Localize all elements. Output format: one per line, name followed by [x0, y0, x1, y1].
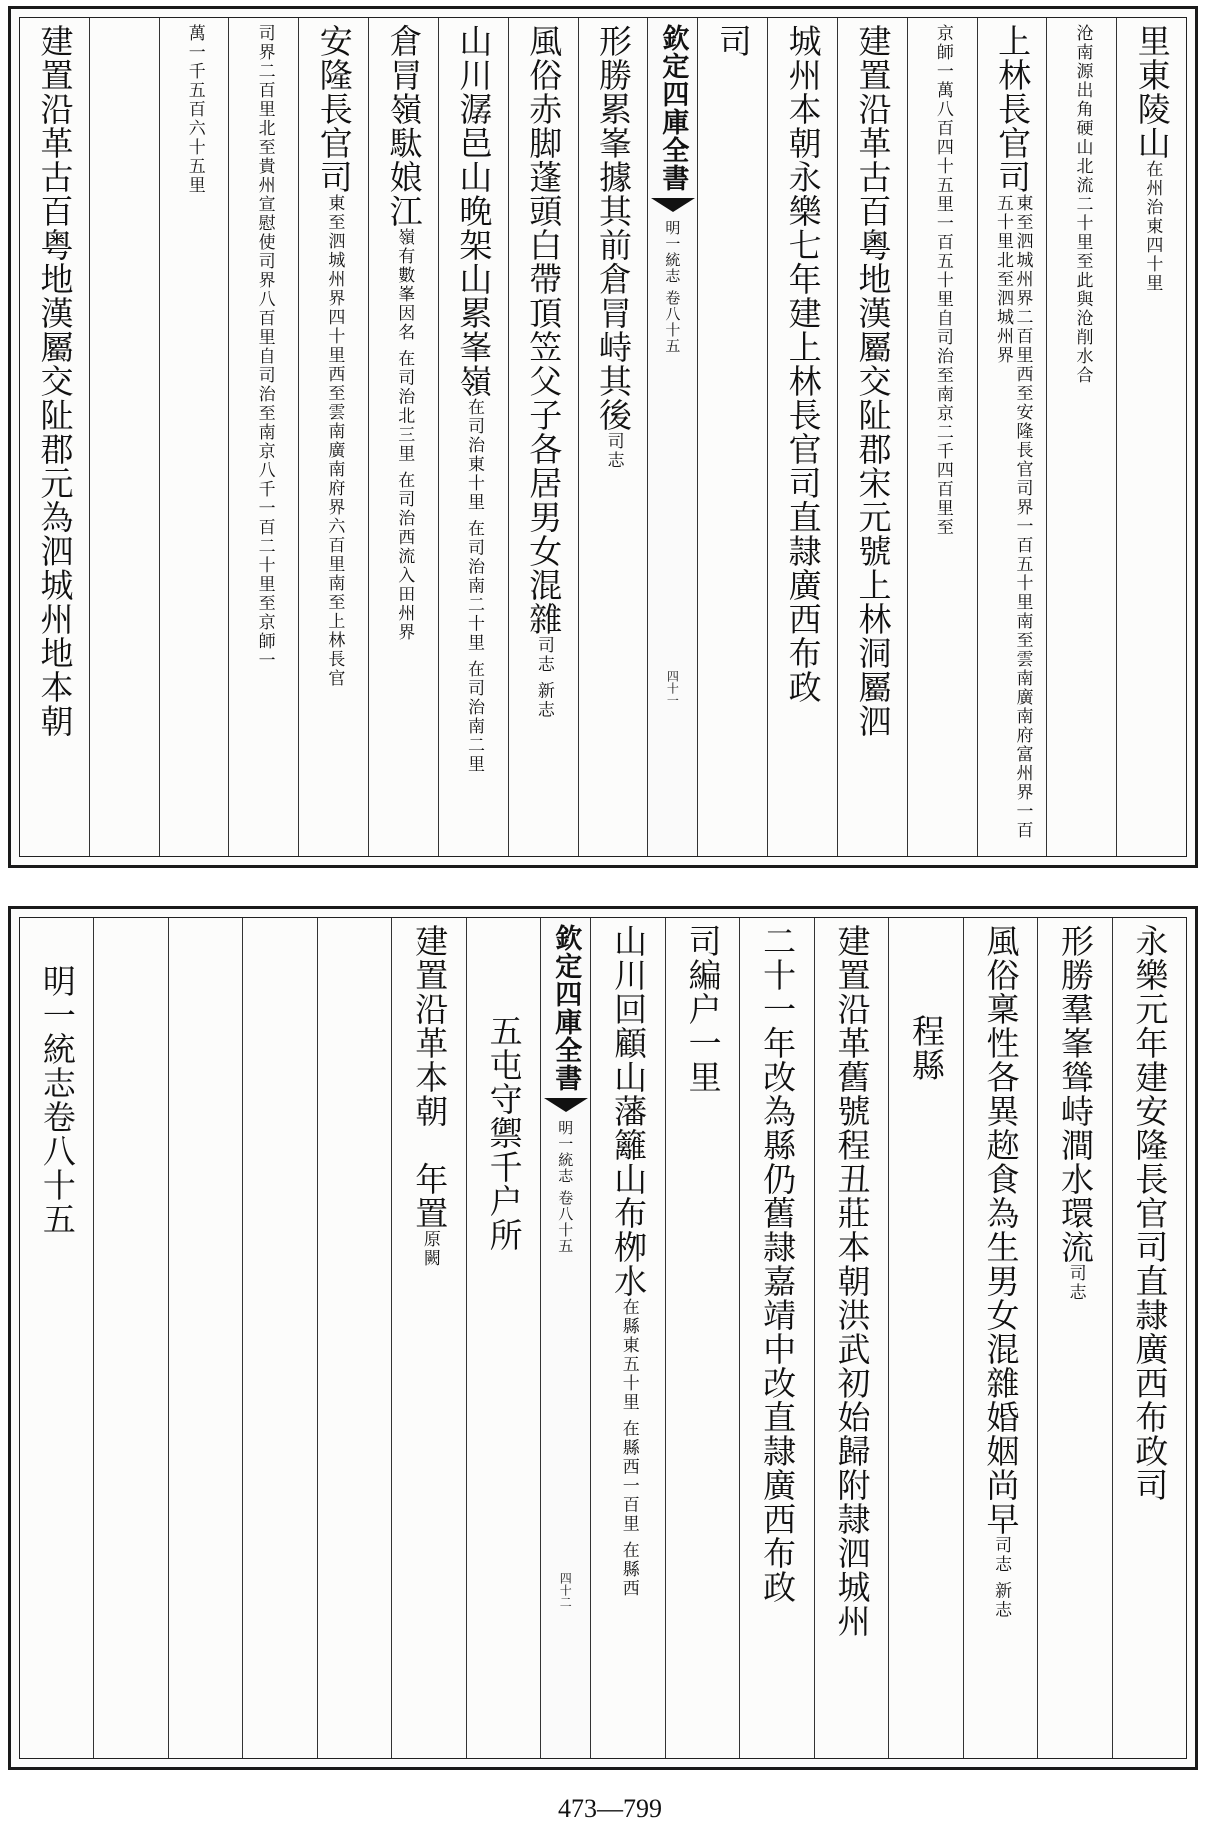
text-column: 城州本朝永樂七年建上林長官司直隷廣西布政 [767, 18, 837, 856]
text-column: 司編户一里 [665, 918, 739, 1758]
text-column: 上林長官司 東至泗城州界二百里西至安隆長官司界一百五十里南至雲南廣南府富州界一百五十里北至泗城州界 [977, 18, 1047, 856]
text-column [168, 918, 242, 1758]
text-column: 建置沿革舊號程丑莊本朝洪武初始歸附隷泗城州 [814, 918, 888, 1758]
text-column [89, 18, 159, 856]
text-column: 安隆長官司 東至泗城州界四十里西至雲南廣南府界六百里南至上林長官 [298, 18, 368, 856]
text-column: 建置沿革本朝 年置 原闕 [391, 918, 465, 1758]
text-column: 明一統志卷八十五 [37, 964, 77, 1236]
text-column: 山川回顧山藩籬山布栁水 在縣東五十里 在縣西一百里 在縣西 [590, 918, 664, 1758]
text-column: 萬一千五百六十五里 [159, 18, 229, 856]
bottom-page [8, 906, 1198, 1770]
top-page [8, 6, 1198, 868]
text-column: 五屯守禦千户所 [466, 918, 540, 1758]
fish-tail-ornament [651, 198, 695, 212]
text-column: 二十一年改為縣仍舊隷嘉靖中改直隷廣西布政 [739, 918, 813, 1758]
bottom-page-columns [19, 917, 1187, 1759]
text-column [93, 918, 167, 1758]
text-column [242, 918, 316, 1758]
volume-label: 明一統志 卷八十五 [663, 220, 682, 354]
book-title: 欽定四庫全書 [657, 24, 689, 192]
volume-label: 明一統志 卷八十五 [556, 1120, 575, 1254]
text-column: 建置沿革古百粤地漢屬交阯郡元為泗城州地本朝 [35, 24, 75, 738]
center-fold [647, 18, 697, 856]
text-column: 倉冐嶺駄娘江 嶺有數峯因名 在司治北三里 在司治西流入田州界 [368, 18, 438, 856]
text-column: 風俗赤脚蓬頭白帶頂笠父子各居男女混雜 司志 新志 [508, 18, 578, 856]
fish-tail-ornament [544, 1098, 588, 1112]
text-column: 司界二百里北至貴州宣慰使司界八百里自司治至南京八千一百二十里至京師一 [228, 18, 298, 856]
folio-number: 四十二 [558, 1572, 573, 1608]
center-fold [540, 918, 590, 1758]
text-column: 里東陵山 在州治東四十里 [1116, 18, 1186, 856]
top-page-columns [19, 17, 1187, 857]
text-column [317, 918, 391, 1758]
text-column: 程縣 [888, 918, 962, 1758]
text-column: 形勝羣峯聳峙澗水環流 司志 [1037, 918, 1111, 1758]
folio-number: 四十一 [665, 670, 680, 706]
page-footer-number: 473—799 [558, 1794, 662, 1823]
text-column: 沧南源出角硬山北流二十里至此與沧削水合 [1046, 18, 1116, 856]
text-column: 建置沿革古百粵地漢屬交阯郡宋元號上林洞屬泗 [837, 18, 907, 856]
text-column: 永樂元年建安隆長官司直隷廣西布政司 [1112, 918, 1186, 1758]
text-column: 形勝累峯據其前倉冐峙其後 司志 [578, 18, 648, 856]
text-column: 山川潺邑山晚架山累峯嶺 在司治東十里 在司治南二十里 在司治南二里 [438, 18, 508, 856]
text-column: 京師一萬八百四十五里 一百五十里自司治至南京二千四百里至 [907, 18, 977, 856]
text-column: 風俗稟性各異趂食為生男女混雜婚姻尚早 司志 新志 [963, 918, 1037, 1758]
book-title: 欽定四庫全書 [550, 924, 582, 1092]
text-column: 司 [697, 18, 767, 856]
